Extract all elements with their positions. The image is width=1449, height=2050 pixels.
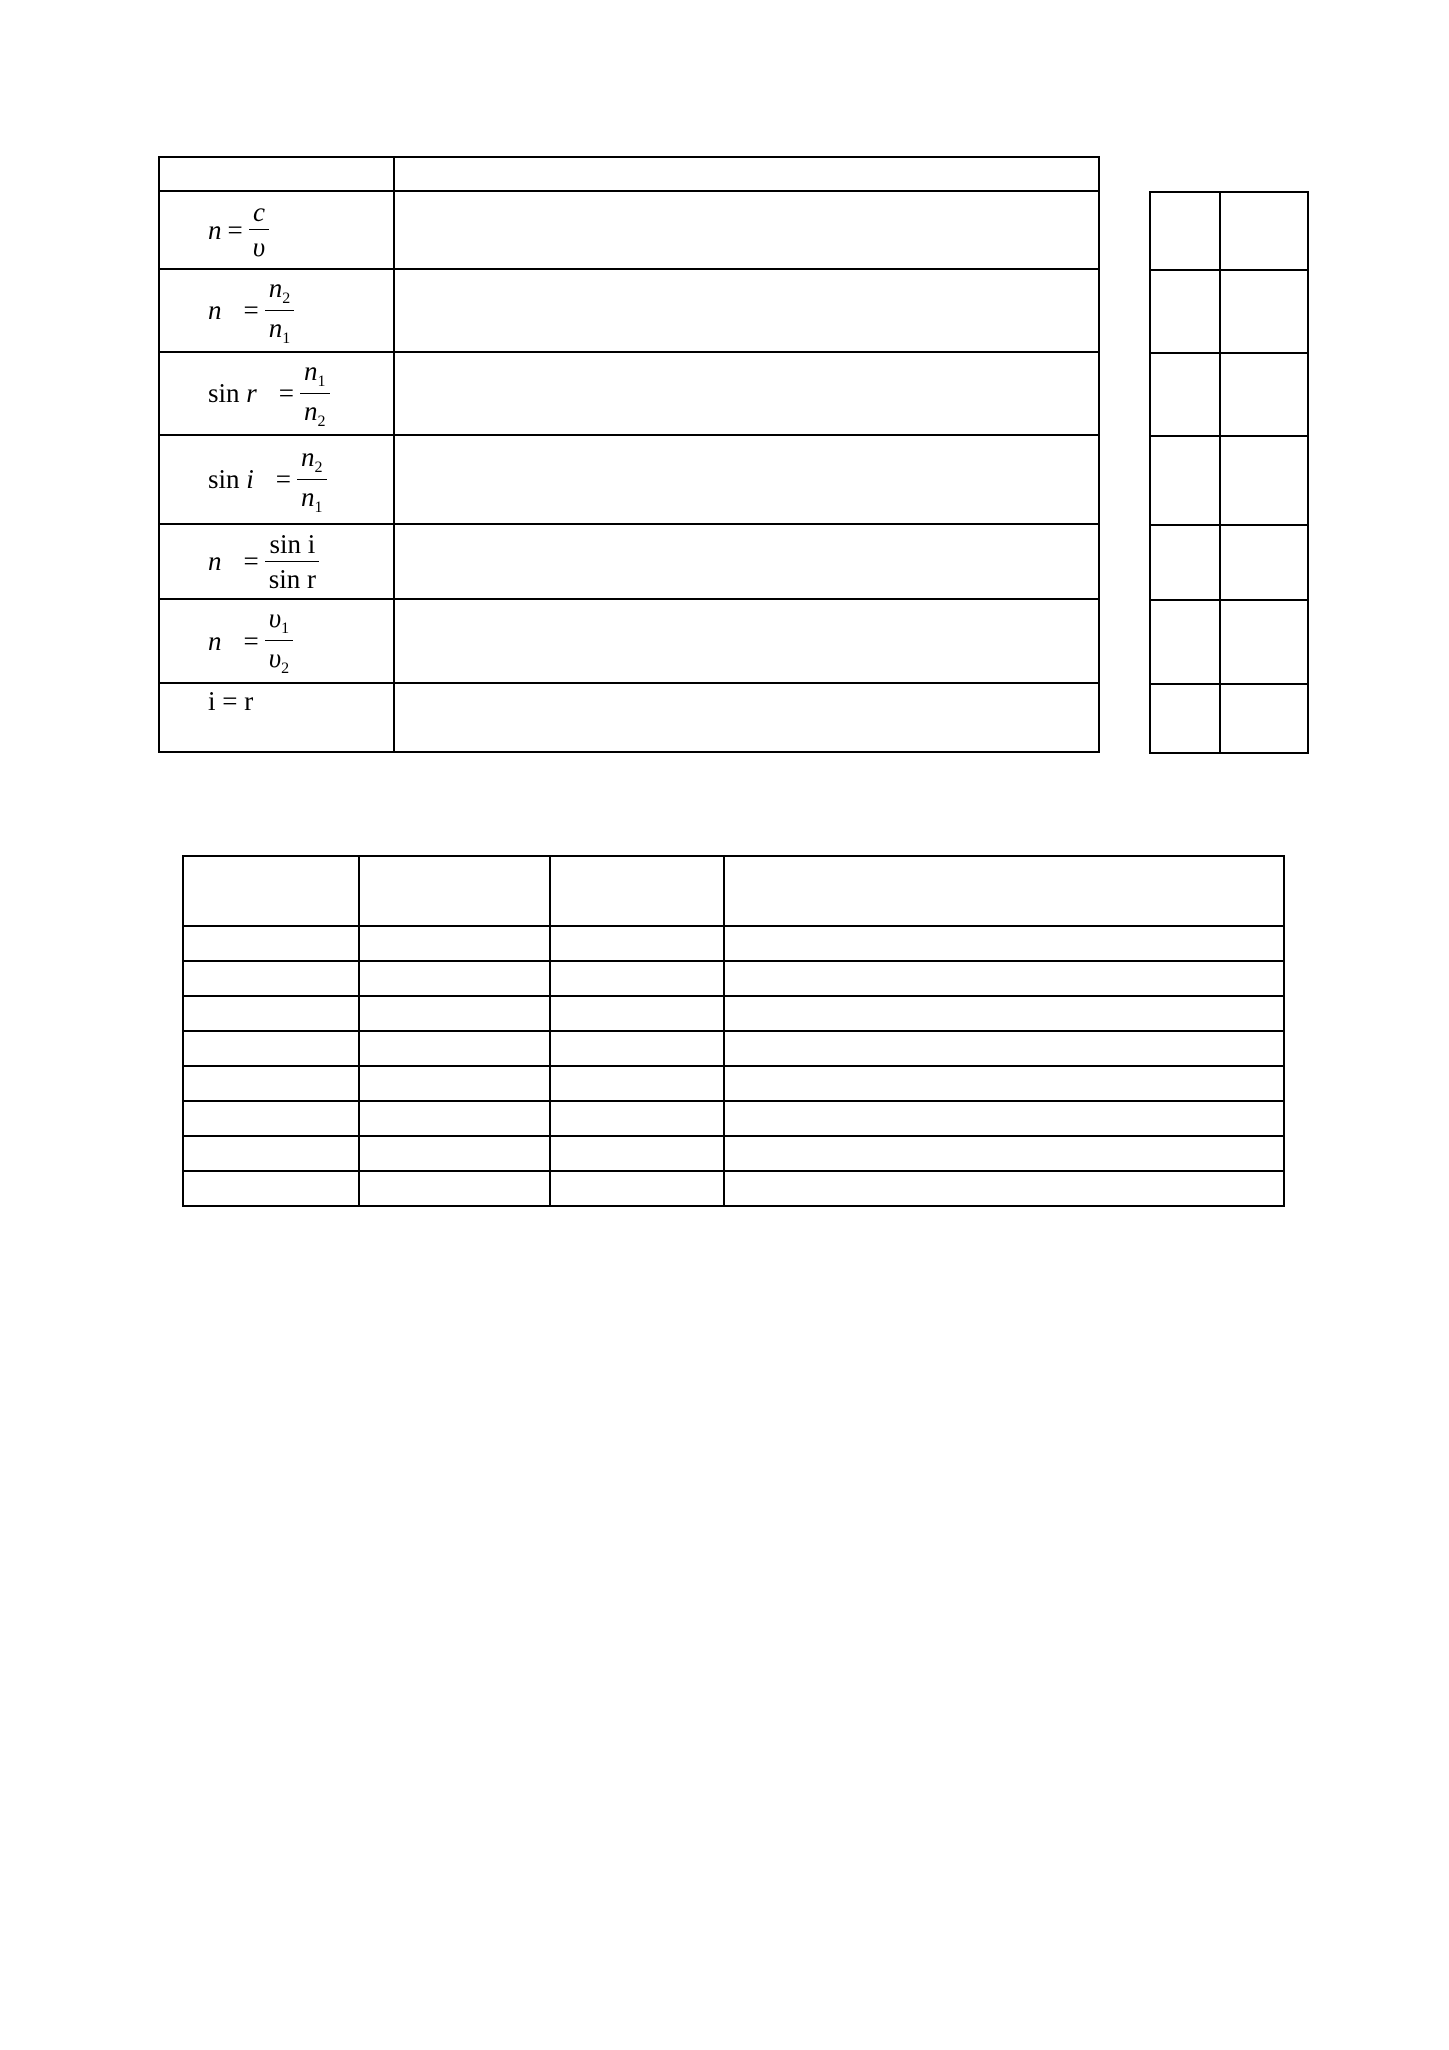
table-row <box>183 1136 1284 1171</box>
table-cell <box>550 1171 724 1206</box>
fraction <box>265 605 293 677</box>
side-box-cell <box>1220 436 1308 525</box>
equals-sign: = <box>243 546 259 576</box>
formula-cell <box>159 191 394 269</box>
denominator-subscript: 2 <box>317 412 326 430</box>
table-cell <box>724 1101 1284 1136</box>
side-box-cell <box>1220 525 1308 600</box>
fraction <box>265 528 320 594</box>
table-cell <box>359 926 550 961</box>
function-name: sin <box>208 464 240 494</box>
formula-row <box>159 524 1099 599</box>
formula-description-cell <box>394 683 1099 752</box>
formula-description-cell <box>394 524 1099 599</box>
side-box-cell <box>1150 270 1220 353</box>
fraction-numerator: υ <box>268 603 282 633</box>
side-box-cell <box>1150 192 1220 270</box>
fraction-denominator: υ <box>252 232 266 262</box>
side-box-cell <box>1220 684 1308 753</box>
fraction-denominator: υ <box>268 643 282 673</box>
table-cell <box>183 926 359 961</box>
formula-cell <box>159 435 394 524</box>
denominator-subscript: 1 <box>282 329 291 347</box>
table-cell <box>183 1171 359 1206</box>
formula-lhs: n <box>208 625 222 656</box>
table-row <box>183 996 1284 1031</box>
table-cell <box>183 1066 359 1101</box>
numerator-subscript: 2 <box>282 289 291 307</box>
table-cell <box>550 1136 724 1171</box>
table-cell <box>724 1031 1284 1066</box>
table-cell <box>550 1066 724 1101</box>
formula-table-header-row <box>159 157 1099 191</box>
table-cell <box>183 1136 359 1171</box>
side-box-cell <box>1220 600 1308 684</box>
fraction-numerator: n <box>304 355 318 386</box>
formula-description-cell <box>394 435 1099 524</box>
equals-sign: = <box>275 464 292 494</box>
fraction <box>265 272 295 347</box>
table-row <box>183 1171 1284 1206</box>
table-cell <box>724 1066 1284 1101</box>
formula-lhs: n <box>208 214 222 245</box>
table-cell <box>724 996 1284 1031</box>
table-cell <box>359 996 550 1031</box>
table-cell <box>183 961 359 996</box>
side-box-cell <box>1220 192 1308 270</box>
table-cell <box>550 996 724 1031</box>
side-box-cell <box>1150 684 1220 753</box>
table-cell <box>359 1066 550 1101</box>
formula-description-cell <box>394 599 1099 683</box>
formula-row <box>159 435 1099 524</box>
equals-sign: = <box>243 625 259 656</box>
formula-row <box>159 352 1099 435</box>
formula-sin-i <box>160 441 327 516</box>
formula-velocity-ratio <box>160 605 293 677</box>
table-cell <box>359 1136 550 1171</box>
side-box-cell <box>1150 600 1220 684</box>
formula-relative-index <box>160 272 294 347</box>
fraction <box>249 199 269 261</box>
formula-description-cell <box>394 191 1099 269</box>
fraction-numerator: sin i <box>265 531 319 562</box>
side-box-row <box>1150 436 1308 525</box>
table-cell <box>550 926 724 961</box>
formula-cell <box>159 269 394 352</box>
table-row <box>183 1101 1284 1136</box>
side-box-row <box>1150 684 1308 753</box>
formula-description-cell <box>394 352 1099 435</box>
denominator-subscript: 1 <box>314 498 323 516</box>
formula-cell <box>159 524 394 599</box>
table-cell <box>550 1101 724 1136</box>
side-box-row <box>1150 270 1308 353</box>
data-header-cell <box>183 856 359 926</box>
data-table-header-row <box>183 856 1284 926</box>
fraction-denominator: n <box>268 312 283 343</box>
fraction-numerator: c <box>249 199 269 230</box>
equals-sign: = <box>278 378 295 408</box>
side-answer-boxes <box>1149 191 1309 754</box>
side-box-cell <box>1150 525 1220 600</box>
data-header-cell <box>550 856 724 926</box>
formula-row <box>159 191 1099 269</box>
formula-row <box>159 599 1099 683</box>
table-row <box>183 961 1284 996</box>
formula-lhs: n <box>208 295 222 325</box>
data-header-cell <box>359 856 550 926</box>
fraction-denominator: n <box>304 395 318 426</box>
formula-cell <box>159 683 394 752</box>
fraction-numerator: n <box>301 441 315 472</box>
numerator-subscript: 1 <box>317 372 326 390</box>
formula-speed-of-light <box>160 199 269 261</box>
data-header-cell <box>724 856 1284 926</box>
table-cell <box>724 1136 1284 1171</box>
fraction-denominator: n <box>301 481 315 512</box>
side-box-cell <box>1220 353 1308 436</box>
table-row <box>183 1066 1284 1101</box>
side-box-row <box>1150 600 1308 684</box>
side-box-row <box>1150 353 1308 436</box>
table-cell <box>359 1171 550 1206</box>
table-cell <box>183 1031 359 1066</box>
table-cell <box>359 1101 550 1136</box>
formula-cell <box>159 352 394 435</box>
table-cell <box>183 1101 359 1136</box>
side-box-cell <box>1220 270 1308 353</box>
formula-description-cell <box>394 269 1099 352</box>
formula-lhs: r <box>246 378 257 408</box>
table-cell <box>724 1171 1284 1206</box>
table-cell <box>183 996 359 1031</box>
numerator-subscript: 1 <box>281 620 290 637</box>
table-cell <box>724 961 1284 996</box>
numerator-subscript: 2 <box>314 458 323 476</box>
table-row <box>183 926 1284 961</box>
formula-row <box>159 269 1099 352</box>
formula-reflection-law: i = r <box>208 686 254 716</box>
equals-sign: = <box>243 295 259 325</box>
formula-row <box>159 683 1099 752</box>
fraction-denominator: sin r <box>268 563 316 594</box>
side-box-cell <box>1150 436 1220 525</box>
formula-cell <box>159 599 394 683</box>
table-cell <box>359 961 550 996</box>
equals-sign: = <box>227 214 243 245</box>
formula-lhs: i <box>246 464 254 494</box>
fraction-numerator: n <box>268 272 283 303</box>
table-cell <box>550 1031 724 1066</box>
formula-sin-r <box>160 355 330 430</box>
side-box-row <box>1150 525 1308 600</box>
function-name: sin <box>208 378 240 408</box>
formula-lhs: n <box>208 546 222 576</box>
table-cell <box>359 1031 550 1066</box>
side-box-cell <box>1150 353 1220 436</box>
formula-header-cell-1 <box>159 157 394 191</box>
formula-table <box>158 156 1100 753</box>
denominator-subscript: 2 <box>281 660 290 677</box>
table-row <box>183 1031 1284 1066</box>
fraction <box>297 441 327 516</box>
fraction <box>300 355 330 430</box>
side-box-row <box>1150 192 1308 270</box>
formula-header-cell-2 <box>394 157 1099 191</box>
formula-snell-law <box>160 528 320 594</box>
table-cell <box>724 926 1284 961</box>
table-cell <box>550 961 724 996</box>
data-table <box>182 855 1285 1207</box>
